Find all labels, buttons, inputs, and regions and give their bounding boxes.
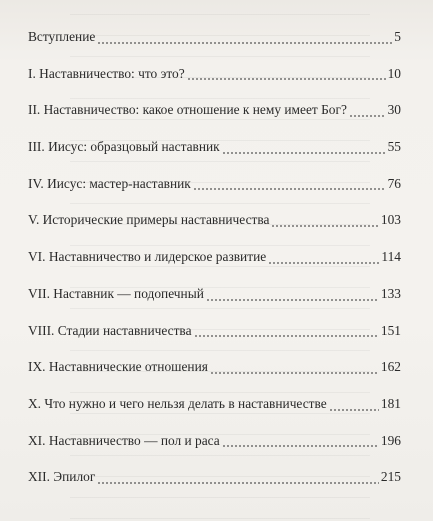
toc-entry-11 — [28, 434, 401, 471]
toc-entry-title: II. Наставничество: какое отношение к нему имеет Бог? — [28, 102, 347, 118]
toc-entry-title: III. Иисус: образцовый наставник — [28, 139, 220, 155]
toc-entry-title: Вступление — [28, 29, 96, 44]
toc-entry-intro — [28, 30, 401, 67]
toc-entry-page: 5 — [394, 29, 401, 44]
toc-entry-12 — [28, 470, 401, 507]
toc-entry-title: VII. Наставник — подопечный — [28, 285, 204, 301]
dot-leader — [194, 326, 379, 338]
toc-entry-2 — [28, 103, 401, 140]
toc-entry-9 — [28, 360, 401, 397]
toc-entry-page: 103 — [380, 212, 401, 228]
toc-entry-page: 196 — [380, 432, 401, 448]
toc-entry-page: 162 — [380, 359, 401, 375]
toc-entry-10 — [28, 397, 401, 434]
dot-leader — [97, 33, 392, 45]
toc-entry-title: X. Что нужно и чего нельзя делать в наставничестве — [28, 395, 327, 411]
dot-leader — [206, 290, 379, 302]
dot-leader — [349, 106, 386, 118]
toc-entry-page: 76 — [387, 175, 401, 191]
table-of-contents — [28, 30, 401, 507]
dot-leader — [329, 400, 379, 412]
toc-entry-page: 30 — [387, 102, 401, 118]
dot-leader — [210, 363, 379, 375]
dot-leader — [268, 253, 379, 265]
toc-entry-7 — [28, 287, 401, 324]
toc-entry-page: 215 — [380, 469, 401, 485]
toc-entry-page: 55 — [387, 139, 401, 155]
toc-entry-title: XII. Эпилог — [28, 469, 96, 485]
dot-leader — [97, 473, 379, 485]
toc-entry-title: XI. Наставничество — пол и раса — [28, 432, 220, 448]
toc-entry-4 — [28, 177, 401, 214]
dot-leader — [222, 143, 386, 155]
toc-entry-6 — [28, 250, 401, 287]
toc-entry-page: 181 — [380, 395, 401, 411]
dot-leader — [187, 69, 386, 81]
toc-entry-page: 151 — [380, 322, 401, 338]
dot-leader — [271, 216, 378, 228]
toc-entry-3 — [28, 140, 401, 177]
toc-entry-title: IX. Наставнические отношения — [28, 359, 208, 375]
toc-entry-page: 10 — [387, 65, 401, 81]
dot-leader — [193, 179, 386, 191]
toc-entry-page: 133 — [380, 285, 401, 301]
toc-entry-1 — [28, 67, 401, 104]
toc-entry-title: VIII. Стадии наставничества — [28, 322, 192, 338]
toc-entry-8 — [28, 324, 401, 361]
dot-leader — [222, 436, 379, 448]
toc-entry-5 — [28, 213, 401, 250]
toc-entry-title: VI. Наставничество и лидерское развитие — [28, 249, 267, 265]
toc-entry-title: I. Наставничество: что это? — [28, 65, 185, 81]
toc-entry-title: IV. Иисус: мастер-наставник — [28, 175, 191, 191]
toc-entry-title: V. Исторические примеры наставничества — [28, 212, 270, 228]
toc-entry-page: 114 — [381, 249, 401, 265]
